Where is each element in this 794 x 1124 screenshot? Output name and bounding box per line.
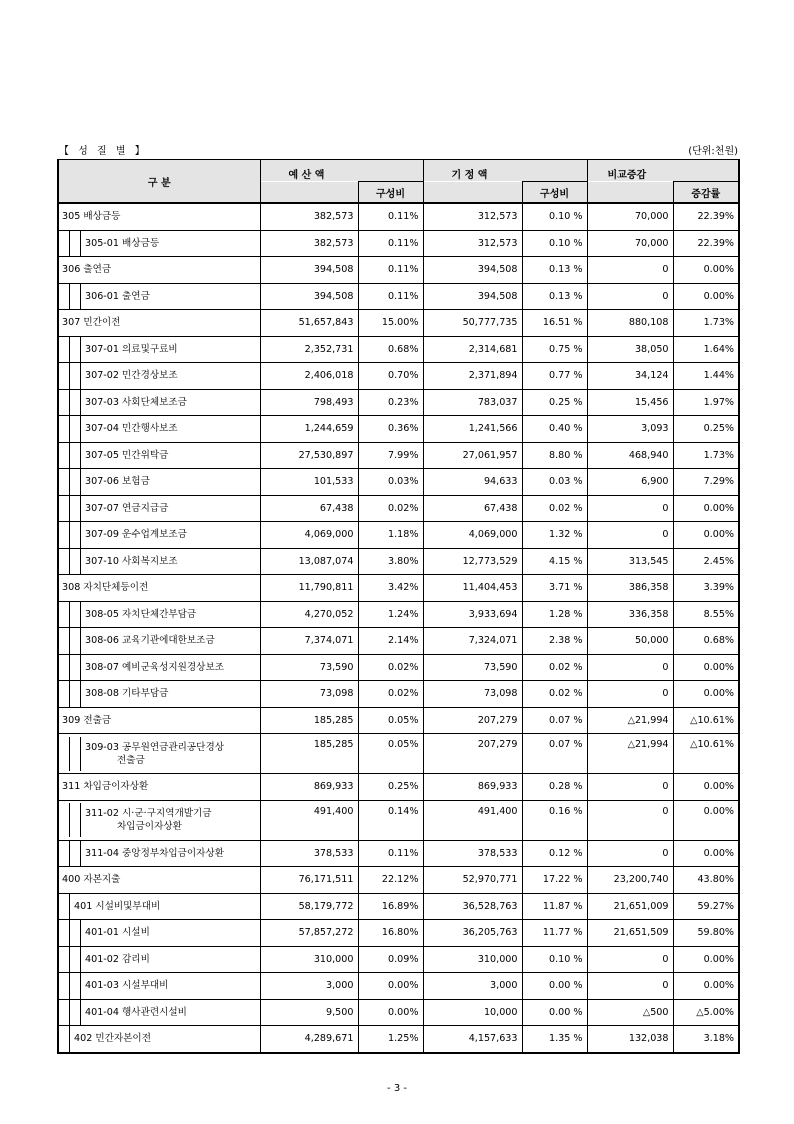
budget-ratio-cell: 3.42% — [358, 575, 423, 602]
page-number: - 3 - — [387, 1083, 407, 1094]
column-header-prior-ratio: 구성비 — [522, 182, 587, 204]
diff-cell: 21,651,509 — [587, 920, 673, 947]
prior-ratio-cell: 8.80 % — [522, 442, 587, 469]
diff-cell: 0 — [587, 840, 673, 867]
prior-ratio-cell: 0.10 % — [522, 946, 587, 973]
prior-ratio-cell: 0.07 % — [522, 707, 587, 734]
budget-cell: 798,493 — [260, 389, 358, 416]
table-row — [58, 840, 739, 867]
prior-ratio-cell: 1.28 % — [522, 601, 587, 628]
table-row — [58, 442, 739, 469]
column-header-budget-spacer — [260, 182, 358, 204]
row-label-text: 401 시설비및부대비 — [74, 900, 161, 912]
row-label — [58, 230, 260, 257]
diff-rate-cell: 0.00% — [673, 681, 739, 708]
diff-rate-cell: 0.00% — [673, 283, 739, 310]
prior-ratio-cell: 0.00 % — [522, 999, 587, 1026]
diff-rate-cell: 0.00% — [673, 946, 739, 973]
prior-ratio-cell: 0.12 % — [522, 840, 587, 867]
prior-ratio-cell: 4.15 % — [522, 548, 587, 575]
table-row — [58, 920, 739, 947]
row-label-text: 306 출연금 — [62, 264, 112, 276]
budget-cell: 2,352,731 — [260, 336, 358, 363]
row-label-text: 307-10 사회복지보조 — [85, 555, 178, 567]
row-label-text: 307-03 사회단체보조금 — [85, 396, 187, 408]
budget-ratio-cell: 0.00% — [358, 973, 423, 1000]
prior-ratio-cell: 0.02 % — [522, 681, 587, 708]
column-header-diff-spacer — [587, 182, 673, 204]
row-label-text: 307-09 운수업계보조금 — [85, 529, 187, 540]
prior-ratio-cell: 1.35 % — [522, 1026, 587, 1053]
row-label — [58, 442, 260, 469]
column-header-diff-rate: 증감률 — [673, 182, 739, 204]
diff-rate-cell: 0.00% — [673, 522, 739, 549]
prior-cell: 94,633 — [423, 469, 522, 496]
row-label-text: 401-03 시설부대비 — [85, 980, 169, 991]
budget-ratio-cell: 0.09% — [358, 946, 423, 973]
table-row — [58, 389, 739, 416]
table-row — [58, 203, 739, 230]
prior-ratio-cell: 0.13 % — [522, 257, 587, 284]
budget-ratio-cell: 0.36% — [358, 416, 423, 443]
prior-ratio-cell: 0.77 % — [522, 363, 587, 390]
row-label — [58, 363, 260, 390]
prior-cell: 11,404,453 — [423, 575, 522, 602]
budget-cell: 13,087,074 — [260, 548, 358, 575]
row-label — [58, 310, 260, 337]
prior-ratio-cell: 0.28 % — [522, 774, 587, 801]
diff-cell: △21,994 — [587, 734, 673, 774]
budget-cell: 57,857,272 — [260, 920, 358, 947]
diff-cell: 0 — [587, 283, 673, 310]
row-label-text: 311 차입금이자상환 — [62, 781, 149, 793]
table-row — [58, 800, 739, 840]
table-row — [58, 548, 739, 575]
diff-cell: △21,994 — [587, 707, 673, 734]
budget-cell: 27,530,897 — [260, 442, 358, 469]
prior-cell: 310,000 — [423, 946, 522, 973]
budget-ratio-cell: 0.05% — [358, 707, 423, 734]
diff-cell: 0 — [587, 495, 673, 522]
diff-cell: 0 — [587, 681, 673, 708]
row-label — [58, 946, 260, 973]
budget-cell: 378,533 — [260, 840, 358, 867]
budget-ratio-cell: 0.03% — [358, 469, 423, 496]
budget-cell: 9,500 — [260, 999, 358, 1026]
column-header-budget: 예 산 액 — [260, 160, 423, 182]
prior-ratio-cell: 17.22 % — [522, 867, 587, 894]
table-row — [58, 893, 739, 920]
table-row — [58, 654, 739, 681]
prior-ratio-cell: 11.87 % — [522, 893, 587, 920]
budget-ratio-cell: 1.24% — [358, 601, 423, 628]
table-row — [58, 575, 739, 602]
row-label — [58, 628, 260, 655]
diff-cell: 0 — [587, 522, 673, 549]
budget-cell: 76,171,511 — [260, 867, 358, 894]
diff-rate-cell: 7.29% — [673, 469, 739, 496]
table-row — [58, 469, 739, 496]
prior-cell: 10,000 — [423, 999, 522, 1026]
row-label-text: 307-04 민간행사보조 — [85, 423, 178, 434]
budget-cell: 394,508 — [260, 257, 358, 284]
row-label — [58, 867, 260, 894]
prior-ratio-cell: 3.71 % — [522, 575, 587, 602]
table-row — [58, 601, 739, 628]
prior-cell: 394,508 — [423, 283, 522, 310]
diff-rate-cell: 0.00% — [673, 774, 739, 801]
table-row — [58, 1026, 739, 1053]
diff-cell: 468,940 — [587, 442, 673, 469]
budget-ratio-cell: 0.11% — [358, 257, 423, 284]
section-title: 【 성 질 별 】 — [59, 146, 148, 157]
row-label — [58, 1026, 260, 1053]
prior-ratio-cell: 11.77 % — [522, 920, 587, 947]
diff-rate-cell: 0.00% — [673, 654, 739, 681]
row-label-text: 309-03 공무원연금관리공단경상 — [85, 741, 224, 753]
table-body — [58, 203, 739, 1053]
prior-cell: 4,157,633 — [423, 1026, 522, 1053]
row-label-text: 311-04 중앙정부차입금이자상환 — [85, 847, 224, 859]
prior-cell: 4,069,000 — [423, 522, 522, 549]
diff-rate-cell: 22.39% — [673, 230, 739, 257]
prior-cell: 312,573 — [423, 203, 522, 230]
row-label-text: 307-01 의료및구료비 — [85, 343, 178, 355]
diff-cell: 23,200,740 — [587, 867, 673, 894]
row-label — [58, 336, 260, 363]
budget-ratio-cell: 0.02% — [358, 495, 423, 522]
budget-ratio-cell: 3.80% — [358, 548, 423, 575]
diff-cell: 336,358 — [587, 601, 673, 628]
row-label-text: 401-04 행사관련시설비 — [85, 1006, 187, 1018]
column-header-prior-spacer — [423, 182, 522, 204]
row-label-text: 401-01 시설비 — [85, 927, 150, 938]
diff-cell: 0 — [587, 946, 673, 973]
budget-ratio-cell: 0.68% — [358, 336, 423, 363]
diff-cell: 880,108 — [587, 310, 673, 337]
prior-ratio-cell: 0.13 % — [522, 283, 587, 310]
row-label-text: 308-05 자치단체간부담금 — [85, 608, 197, 620]
diff-rate-cell: 22.39% — [673, 203, 739, 230]
budget-ratio-cell: 2.14% — [358, 628, 423, 655]
row-label-text: 402 민간자본이전 — [74, 1033, 151, 1044]
row-label-text: 308-06 교육기관에대한보조금 — [85, 635, 215, 646]
prior-cell: 207,279 — [423, 707, 522, 734]
diff-rate-cell: 1.73% — [673, 310, 739, 337]
budget-ratio-cell: 22.12% — [358, 867, 423, 894]
diff-rate-cell: 3.18% — [673, 1026, 739, 1053]
prior-cell: 869,933 — [423, 774, 522, 801]
column-header-budget-ratio: 구성비 — [358, 182, 423, 204]
row-label — [58, 575, 260, 602]
prior-cell: 67,438 — [423, 495, 522, 522]
prior-cell: 27,061,957 — [423, 442, 522, 469]
row-label — [58, 257, 260, 284]
prior-ratio-cell: 0.03 % — [522, 469, 587, 496]
diff-rate-cell: 0.25% — [673, 416, 739, 443]
diff-cell: 15,456 — [587, 389, 673, 416]
table-row — [58, 774, 739, 801]
diff-rate-cell: △5.00% — [673, 999, 739, 1026]
budget-ratio-cell: 0.02% — [358, 654, 423, 681]
diff-cell: 313,545 — [587, 548, 673, 575]
row-label — [58, 654, 260, 681]
budget-table — [57, 159, 740, 1054]
budget-ratio-cell: 0.11% — [358, 840, 423, 867]
prior-cell: 3,000 — [423, 973, 522, 1000]
table-row — [58, 336, 739, 363]
budget-ratio-cell: 0.11% — [358, 283, 423, 310]
diff-cell: 0 — [587, 654, 673, 681]
table-row — [58, 707, 739, 734]
prior-ratio-cell: 0.40 % — [522, 416, 587, 443]
diff-cell: 0 — [587, 800, 673, 840]
column-header-prior: 기 정 액 — [423, 160, 587, 182]
table-row — [58, 946, 739, 973]
table-row — [58, 522, 739, 549]
diff-cell: 34,124 — [587, 363, 673, 390]
diff-rate-cell: 1.97% — [673, 389, 739, 416]
budget-ratio-cell: 0.02% — [358, 681, 423, 708]
row-label-text: 307-07 연금지급금 — [85, 502, 169, 514]
diff-rate-cell: 43.80% — [673, 867, 739, 894]
diff-rate-cell: 3.39% — [673, 575, 739, 602]
prior-ratio-cell: 0.25 % — [522, 389, 587, 416]
budget-ratio-cell: 16.80% — [358, 920, 423, 947]
prior-cell: 783,037 — [423, 389, 522, 416]
budget-ratio-cell: 1.18% — [358, 522, 423, 549]
row-label-text-line2: 전출금 — [117, 754, 145, 766]
section-heading — [57, 142, 738, 158]
budget-cell: 51,657,843 — [260, 310, 358, 337]
diff-rate-cell: 59.80% — [673, 920, 739, 947]
prior-ratio-cell: 1.32 % — [522, 522, 587, 549]
table-row — [58, 257, 739, 284]
prior-cell: 50,777,735 — [423, 310, 522, 337]
budget-cell: 1,244,659 — [260, 416, 358, 443]
table-row — [58, 283, 739, 310]
prior-cell: 52,970,771 — [423, 867, 522, 894]
diff-cell: 6,900 — [587, 469, 673, 496]
budget-cell: 11,790,811 — [260, 575, 358, 602]
table-row — [58, 681, 739, 708]
row-label-text: 305 배상금등 — [62, 211, 121, 223]
prior-ratio-cell: 0.10 % — [522, 230, 587, 257]
budget-cell: 491,400 — [260, 800, 358, 840]
prior-cell: 36,528,763 — [423, 893, 522, 920]
row-label — [58, 283, 260, 310]
budget-ratio-cell: 15.00% — [358, 310, 423, 337]
budget-cell: 101,533 — [260, 469, 358, 496]
budget-ratio-cell: 0.11% — [358, 203, 423, 230]
row-label-text: 308 자치단체등이전 — [62, 582, 149, 594]
budget-cell: 185,285 — [260, 734, 358, 774]
row-label — [58, 774, 260, 801]
diff-cell: 21,651,009 — [587, 893, 673, 920]
table-row — [58, 310, 739, 337]
row-label — [58, 495, 260, 522]
diff-rate-cell: △10.61% — [673, 707, 739, 734]
prior-ratio-cell: 0.75 % — [522, 336, 587, 363]
prior-cell: 394,508 — [423, 257, 522, 284]
diff-cell: 3,093 — [587, 416, 673, 443]
row-label — [58, 920, 260, 947]
diff-cell: 70,000 — [587, 230, 673, 257]
row-label — [58, 973, 260, 1000]
diff-rate-cell: 0.00% — [673, 840, 739, 867]
diff-cell: 0 — [587, 774, 673, 801]
prior-cell: 3,933,694 — [423, 601, 522, 628]
prior-cell: 378,533 — [423, 840, 522, 867]
budget-cell: 185,285 — [260, 707, 358, 734]
budget-cell: 73,590 — [260, 654, 358, 681]
row-label — [58, 389, 260, 416]
budget-ratio-cell: 0.25% — [358, 774, 423, 801]
prior-cell: 73,098 — [423, 681, 522, 708]
budget-ratio-cell: 7.99% — [358, 442, 423, 469]
prior-ratio-cell: 0.00 % — [522, 973, 587, 1000]
row-label-text-line2: 차입금이자상환 — [117, 821, 182, 832]
column-header-category: 구 분 — [58, 160, 260, 204]
diff-cell: 70,000 — [587, 203, 673, 230]
diff-rate-cell: 0.00% — [673, 973, 739, 1000]
diff-cell: 38,050 — [587, 336, 673, 363]
row-label — [58, 522, 260, 549]
prior-cell: 312,573 — [423, 230, 522, 257]
budget-cell: 394,508 — [260, 283, 358, 310]
table-row — [58, 973, 739, 1000]
row-label — [58, 203, 260, 230]
budget-cell: 4,270,052 — [260, 601, 358, 628]
row-label — [58, 469, 260, 496]
diff-rate-cell: 1.73% — [673, 442, 739, 469]
row-label — [58, 840, 260, 867]
row-label-text: 305-01 배상금등 — [85, 237, 160, 249]
diff-cell: 50,000 — [587, 628, 673, 655]
prior-cell: 1,241,566 — [423, 416, 522, 443]
diff-cell: 0 — [587, 257, 673, 284]
budget-ratio-cell: 0.05% — [358, 734, 423, 774]
row-label-text: 307 민간이전 — [62, 317, 121, 329]
diff-cell: △500 — [587, 999, 673, 1026]
budget-ratio-cell: 0.11% — [358, 230, 423, 257]
budget-cell: 58,179,772 — [260, 893, 358, 920]
row-label — [58, 681, 260, 708]
prior-cell: 73,590 — [423, 654, 522, 681]
budget-cell: 869,933 — [260, 774, 358, 801]
diff-rate-cell: 0.00% — [673, 495, 739, 522]
budget-cell: 3,000 — [260, 973, 358, 1000]
prior-ratio-cell: 0.10 % — [522, 203, 587, 230]
budget-ratio-cell: 16.89% — [358, 893, 423, 920]
table-row — [58, 628, 739, 655]
diff-rate-cell: 0.00% — [673, 257, 739, 284]
table-row — [58, 416, 739, 443]
row-label-text: 400 자본지출 — [62, 874, 121, 886]
row-label-text: 311-02 시·군·구지역개발기금 — [85, 808, 212, 819]
budget-cell: 73,098 — [260, 681, 358, 708]
budget-cell: 7,374,071 — [260, 628, 358, 655]
diff-rate-cell: 2.45% — [673, 548, 739, 575]
budget-ratio-cell: 1.25% — [358, 1026, 423, 1053]
diff-rate-cell: 0.00% — [673, 800, 739, 840]
row-label-text: 308-07 예비군육성지원경상보조 — [85, 661, 224, 673]
prior-cell: 36,205,763 — [423, 920, 522, 947]
prior-ratio-cell: 16.51 % — [522, 310, 587, 337]
budget-ratio-cell: 0.00% — [358, 999, 423, 1026]
unit-label: (단위:천원) — [688, 146, 738, 157]
row-label — [58, 548, 260, 575]
row-label-text: 307-06 보험금 — [85, 476, 150, 487]
diff-cell: 132,038 — [587, 1026, 673, 1053]
prior-cell: 7,324,071 — [423, 628, 522, 655]
diff-rate-cell: 1.64% — [673, 336, 739, 363]
budget-cell: 382,573 — [260, 230, 358, 257]
prior-ratio-cell: 2.38 % — [522, 628, 587, 655]
row-label-text: 307-05 민간위탁금 — [85, 449, 169, 461]
row-label-text: 401-02 감리비 — [85, 953, 150, 965]
row-label — [58, 416, 260, 443]
table-row — [58, 867, 739, 894]
diff-rate-cell: 8.55% — [673, 601, 739, 628]
table-row — [58, 230, 739, 257]
diff-cell: 386,358 — [587, 575, 673, 602]
prior-cell: 2,371,894 — [423, 363, 522, 390]
diff-rate-cell: 0.68% — [673, 628, 739, 655]
row-label — [58, 893, 260, 920]
row-label-text: 308-08 기타부담금 — [85, 688, 169, 699]
row-label — [58, 999, 260, 1026]
diff-cell: 0 — [587, 973, 673, 1000]
budget-cell: 4,289,671 — [260, 1026, 358, 1053]
row-label-text: 306-01 출연금 — [85, 290, 150, 302]
row-label-text: 309 전출금 — [62, 714, 112, 726]
row-label — [58, 601, 260, 628]
budget-ratio-cell: 0.14% — [358, 800, 423, 840]
budget-cell: 67,438 — [260, 495, 358, 522]
budget-cell: 310,000 — [260, 946, 358, 973]
row-label — [58, 734, 260, 774]
budget-cell: 4,069,000 — [260, 522, 358, 549]
prior-ratio-cell: 0.02 % — [522, 654, 587, 681]
budget-cell: 382,573 — [260, 203, 358, 230]
prior-ratio-cell: 0.07 % — [522, 734, 587, 774]
row-label-text: 307-02 민간경상보조 — [85, 370, 178, 381]
budget-ratio-cell: 0.70% — [358, 363, 423, 390]
prior-cell: 491,400 — [423, 800, 522, 840]
prior-ratio-cell: 0.16 % — [522, 800, 587, 840]
column-header-diff: 비교증감 — [587, 160, 739, 182]
prior-cell: 207,279 — [423, 734, 522, 774]
prior-cell: 12,773,529 — [423, 548, 522, 575]
prior-ratio-cell: 0.02 % — [522, 495, 587, 522]
table-row — [58, 363, 739, 390]
table-row — [58, 999, 739, 1026]
table-row — [58, 495, 739, 522]
budget-ratio-cell: 0.23% — [358, 389, 423, 416]
diff-rate-cell: 59.27% — [673, 893, 739, 920]
row-label — [58, 800, 260, 840]
diff-rate-cell: △10.61% — [673, 734, 739, 774]
row-label — [58, 707, 260, 734]
prior-cell: 2,314,681 — [423, 336, 522, 363]
budget-cell: 2,406,018 — [260, 363, 358, 390]
diff-rate-cell: 1.44% — [673, 363, 739, 390]
table-row — [58, 734, 739, 774]
